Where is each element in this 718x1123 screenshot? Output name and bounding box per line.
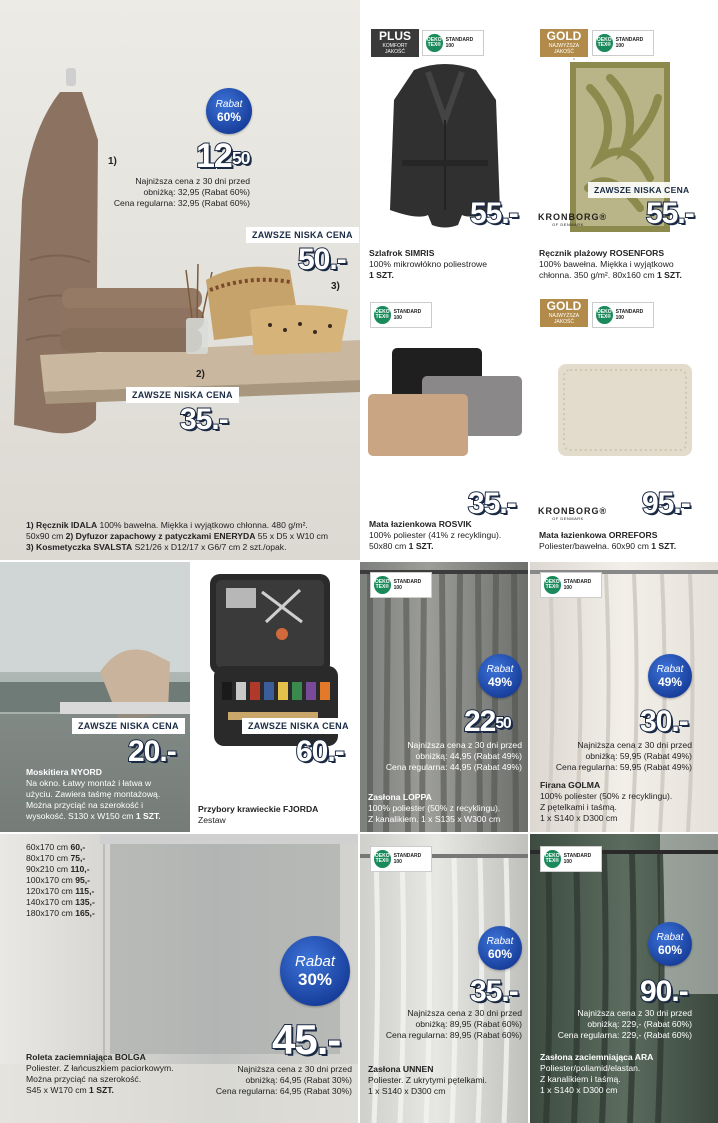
rabat-word: Rabat <box>486 663 514 675</box>
robe-panel <box>362 0 528 290</box>
size-price: 115,- <box>75 886 95 896</box>
brand-name: KRONBORG® <box>538 212 608 222</box>
kronborg-logo <box>538 506 608 521</box>
oeko-tex-label: STANDARD 100 <box>445 37 474 49</box>
product-desc-2 <box>539 270 715 281</box>
size: 80x170 cm <box>26 853 71 863</box>
towel-index-1: 1) <box>108 156 117 167</box>
product-desc-3: 1 x S140 x D300 cm <box>540 813 618 823</box>
mat-rosvik-panel <box>362 292 528 560</box>
mat-orrefors-price: 95.- <box>642 487 690 520</box>
gold-quality-badge <box>539 28 589 58</box>
size-price: 165,- <box>75 908 95 918</box>
unnen-price: 35.- <box>470 975 518 1008</box>
size-row-6 <box>26 908 166 919</box>
size-row-0 <box>26 842 166 853</box>
towel-desc-1 <box>26 520 356 531</box>
ara-description <box>540 1052 716 1096</box>
lowest-line-2: obniżką: 32,95 (Rabat 60%) <box>143 187 250 197</box>
badge-sub-1: NAJWYŻSZA <box>548 43 580 49</box>
regular-price: Cena regularna: 32,95 (Rabat 60%) <box>113 198 250 208</box>
lowest-line-1: Najniższa cena z 30 dni przed <box>237 1064 352 1074</box>
product-name: 2) Dyfuzor zapachowy z patyczkami ENERYDA <box>65 531 256 541</box>
oeko-tex-icon: OEKO TEX® <box>596 34 613 52</box>
unnen-lowest-price-note <box>364 1008 522 1041</box>
lowest-line-2: obniżką: 59,95 (Rabat 49%) <box>585 751 692 761</box>
oeko-tex-label: STANDARD 100 <box>563 853 592 865</box>
ara-lowest-price-note <box>534 1008 692 1041</box>
regular-price: Cena regularna: 59,95 (Rabat 49%) <box>555 762 692 772</box>
lowest-line-1: Najniższa cena z 30 dni przed <box>577 1008 692 1018</box>
product-desc-2: Z kanalikiem. 1 x S135 x W300 cm <box>368 814 501 824</box>
product-qty: 1 SZT. <box>408 541 434 551</box>
rabat-value: 60% <box>657 942 683 957</box>
robe-description <box>369 248 525 281</box>
always-low-price-badge: ZAWSZE NISKA CENA <box>72 718 185 734</box>
product-desc-2: 1 x S140 x D300 cm <box>368 1086 446 1096</box>
towel-lowest-price-note <box>100 176 250 209</box>
size: 120x170 cm <box>26 886 76 896</box>
product-title: Mata łazienkowa ORREFORS <box>539 530 658 540</box>
size-row-4 <box>26 886 166 897</box>
regular-price: Cena regularna: 229,- (Rabat 60%) <box>557 1030 692 1040</box>
oeko-tex-label: STANDARD 100 <box>393 853 422 865</box>
rabat-word: Rabat <box>656 931 684 943</box>
rabat-word: Rabat <box>486 935 514 947</box>
mosquito-net-price: 20.- <box>128 735 176 768</box>
sewing-kit-panel <box>192 562 358 832</box>
mosquito-net-panel <box>0 562 190 832</box>
bath-mats-illustration <box>362 344 528 504</box>
always-low-price-badge: ZAWSZE NISKA CENA <box>588 182 695 198</box>
rabat-word: Rabat <box>656 663 684 675</box>
product-desc-1: Poliester. Z łańcuszkiem paciorkowym. <box>26 1063 174 1073</box>
product-desc: 100% bawełna. Miękka i wyjątkowo <box>539 259 674 269</box>
product-size: S45 x W170 cm <box>26 1085 90 1095</box>
towel-desc-2 <box>26 531 356 542</box>
product-title: Szlafrok SIMRIS <box>369 248 435 258</box>
size: 180x170 cm <box>26 908 76 918</box>
product-qty: 1 SZT. <box>135 811 161 821</box>
oeko-tex-badge <box>370 846 432 872</box>
oeko-tex-badge <box>540 572 602 598</box>
robe-price: 55.- <box>470 197 518 230</box>
product-desc-2: Można przyciąć na szerokość. <box>26 1074 142 1084</box>
rabat-value: 49% <box>487 674 513 689</box>
size-row-1 <box>26 853 166 864</box>
ara-price: 90.- <box>640 975 688 1008</box>
rabat-value: 60% <box>487 946 513 961</box>
price-main: 12 <box>196 137 232 175</box>
product-desc: 55 x D5 x W10 cm <box>255 531 328 541</box>
beach-towel-description <box>539 248 715 281</box>
price-cents: 50 <box>495 714 511 732</box>
badge-sub-1: NAJWYŻSZA <box>548 313 580 319</box>
regular-price: Cena regularna: 89,95 (Rabat 60%) <box>385 1030 522 1040</box>
badge-sub-2: JAKOŚĆ <box>384 49 405 55</box>
sewing-kit-price: 60.- <box>296 735 344 768</box>
oeko-tex-icon: OEKO TEX® <box>596 306 613 324</box>
oeko-tex-icon: OEKO TEX® <box>374 306 391 324</box>
lowest-line-2: obniżką: 89,95 (Rabat 60%) <box>415 1019 522 1029</box>
towel-descriptions <box>26 520 356 553</box>
product-title: Ręcznik plażowy ROSENFORS <box>539 248 665 258</box>
product-desc-1: 100% poliester (50% z recyklingu). <box>368 803 501 813</box>
rabat-value: 49% <box>657 674 683 689</box>
oeko-tex-icon: OEKO TEX® <box>426 34 443 52</box>
towel-hero-illustration <box>0 0 360 560</box>
ara-rabat-badge <box>648 922 692 966</box>
badge-title: GOLD <box>546 29 582 43</box>
oeko-tex-icon: OEKO TEX® <box>374 576 391 594</box>
towel-index-3: 3) <box>331 281 340 292</box>
towel-desc-3 <box>26 542 356 553</box>
towel-hero-panel <box>0 0 360 560</box>
product-desc-3: 1 x S140 x D300 cm <box>540 1085 618 1095</box>
oeko-tex-badge <box>592 30 654 56</box>
loppa-lowest-price-note <box>366 740 522 773</box>
oeko-tex-label: STANDARD 100 <box>615 309 644 321</box>
gold-quality-badge <box>539 298 589 328</box>
golma-rabat-badge <box>648 654 692 698</box>
unnen-rabat-badge <box>478 926 522 970</box>
mat-orrefors-description <box>539 530 715 552</box>
diffuser-price: 35.- <box>180 403 228 436</box>
always-low-price-badge: ZAWSZE NISKA CENA <box>242 718 355 734</box>
product-size: 50x80 cm <box>369 541 409 551</box>
size: 100x170 cm <box>26 875 76 885</box>
size-row-3 <box>26 875 166 886</box>
unnen-curtain-panel <box>360 834 528 1123</box>
product-size: 50x90 cm <box>26 531 66 541</box>
product-desc-1: Poliester/poliamid/elastan. <box>540 1063 641 1073</box>
mat-orrefors-panel <box>530 292 718 560</box>
lowest-line-1: Najniższa cena z 30 dni przed <box>407 1008 522 1018</box>
loppa-rabat-badge <box>478 654 522 698</box>
kronborg-logo <box>538 212 608 227</box>
product-desc-3 <box>26 1085 196 1096</box>
oeko-tex-icon: OEKO TEX® <box>544 576 561 594</box>
beach-towel-price: 55.- <box>646 197 694 230</box>
product-desc: 100% bawełna. Miękka i wyjątkowo chłonna. 480 g/m². <box>97 520 308 530</box>
brand-sub: OF DENMARK <box>552 516 584 521</box>
golma-description <box>540 780 716 824</box>
rabat-value: 30% <box>297 969 333 989</box>
product-qty: 1 SZT. <box>369 270 394 280</box>
product-name: 3) Kosmetyczka SVALSTA <box>26 542 133 552</box>
product-title: Zasłona LOPPA <box>368 792 432 802</box>
towel-price-1 <box>196 138 250 174</box>
oeko-tex-label: STANDARD 100 <box>563 579 592 591</box>
product-name: 1) Ręcznik IDALA <box>26 520 98 530</box>
product-desc-4 <box>26 811 186 822</box>
bolga-rabat-badge <box>280 936 350 1006</box>
product-title: Roleta zaciemniająca BOLGA <box>26 1052 146 1062</box>
regular-price: Cena regularna: 44,95 (Rabat 49%) <box>385 762 522 772</box>
unnen-description <box>368 1064 526 1097</box>
rabat-word: Rabat <box>215 98 243 110</box>
oeko-tex-badge <box>422 30 484 56</box>
mosquito-net-description <box>26 767 186 822</box>
oeko-tex-badge <box>592 302 654 328</box>
golma-lowest-price-note <box>534 740 692 773</box>
lowest-line-2: obniżką: 229,- (Rabat 60%) <box>587 1019 692 1029</box>
plus-comfort-badge <box>370 28 420 58</box>
product-desc: 100% mikrowłókno poliestrowe <box>369 259 487 269</box>
product-desc: S21/26 x D12/17 x G6/7 cm 2 szt./opak. <box>132 542 287 552</box>
regular-price: Cena regularna: 64,95 (Rabat 30%) <box>215 1086 352 1096</box>
ara-curtain-panel <box>530 834 718 1123</box>
oeko-tex-icon: OEKO TEX® <box>374 850 391 868</box>
product-desc-2 <box>369 541 525 552</box>
product-qty: 1 SZT. <box>657 270 682 280</box>
size-price: 95,- <box>75 875 91 885</box>
badge-sub-1: KOMFORT <box>382 43 408 49</box>
size-row-2 <box>26 864 166 875</box>
product-desc: 100% poliester (41% z recyklingu). <box>369 530 502 540</box>
brand-sub: OF DENMARK <box>552 222 584 227</box>
always-low-price-badge-3: ZAWSZE NISKA CENA <box>246 227 359 243</box>
product-desc-1: 100% poliester (50% z recyklingu). <box>540 791 673 801</box>
rabat-word: Rabat <box>294 952 336 970</box>
size-row-5 <box>26 897 166 908</box>
product-title: Zasłona UNNEN <box>368 1064 434 1074</box>
size-price: 75,- <box>70 853 86 863</box>
badge-sub-2: JAKOŚĆ <box>553 49 574 55</box>
product-desc-2: Z pętelkami i taśmą. <box>540 802 617 812</box>
product-desc: Zestaw <box>198 815 226 825</box>
lowest-line-1: Najniższa cena z 30 dni przed <box>135 176 250 186</box>
product-desc-1: Poliester. Z ukrytymi pętelkami. <box>368 1075 487 1085</box>
size: 140x170 cm <box>26 897 76 907</box>
oeko-tex-icon: OEKO TEX® <box>544 850 561 868</box>
badge-title: GOLD <box>546 299 582 313</box>
product-title: Firana GOLMA <box>540 780 601 790</box>
sewing-kit-description <box>198 804 358 826</box>
size-price: 60,- <box>70 842 86 852</box>
oeko-tex-label: STANDARD 100 <box>393 309 422 321</box>
product-qty: 1 SZT. <box>89 1085 114 1095</box>
oeko-tex-label: STANDARD 100 <box>615 37 644 49</box>
beach-towel-panel <box>530 0 718 290</box>
oeko-tex-badge <box>370 302 432 328</box>
product-title: Przybory krawieckie FJORDA <box>198 804 319 814</box>
loppa-price <box>464 706 511 738</box>
oeko-tex-label: STANDARD 100 <box>393 579 422 591</box>
product-size: chłonna. 350 g/m². 80x160 cm <box>539 270 657 280</box>
size: 90x210 cm <box>26 864 71 874</box>
size: 60x170 cm <box>26 842 71 852</box>
product-size: wysokość. S130 x W150 cm <box>26 811 136 821</box>
brand-name: KRONBORG® <box>538 506 608 516</box>
product-title: Zasłona zaciemniająca ARA <box>540 1052 654 1062</box>
loppa-curtain-panel <box>360 562 528 832</box>
lowest-line-2: obniżką: 64,95 (Rabat 30%) <box>245 1075 352 1085</box>
towel-rabat-badge <box>206 88 252 134</box>
product-desc-3: Można przyciąć na szerokość i <box>26 800 144 810</box>
lowest-line-1: Najniższa cena z 30 dni przed <box>407 740 522 750</box>
size-price: 110,- <box>70 864 90 874</box>
product-desc-2: użyciu. Zawiera taśmę montażową. <box>26 789 161 799</box>
badge-title: PLUS <box>378 29 411 43</box>
bolga-blind-panel <box>0 834 358 1123</box>
size-price: 135,- <box>75 897 95 907</box>
bolga-size-list <box>26 842 166 919</box>
price-main: 22 <box>464 705 496 738</box>
bolga-description <box>26 1052 196 1096</box>
mat-rosvik-price: 35.- <box>468 487 516 520</box>
product-desc-2: Z kanalikiem i taśmą. <box>540 1074 621 1084</box>
product-title: Mata łazienkowa ROSVIK <box>369 519 472 529</box>
bolga-price: 45.- <box>272 1016 341 1063</box>
rabat-value: 60% <box>216 109 242 124</box>
cosmetic-bag-price: 50.- <box>298 243 346 276</box>
golma-sheer-panel <box>530 562 718 832</box>
bolga-lowest-price-note <box>196 1064 352 1097</box>
mat-rosvik-description <box>369 519 525 552</box>
always-low-price-badge-2: ZAWSZE NISKA CENA <box>126 387 239 403</box>
product-title: Moskitiera NYORD <box>26 767 102 777</box>
product-desc-1: Na okno. Łatwy montaż i łatwa w <box>26 778 152 788</box>
towel-index-2: 2) <box>196 369 205 380</box>
badge-sub-2: JAKOŚĆ <box>553 319 574 325</box>
golma-price: 30.- <box>640 705 688 738</box>
oeko-tex-badge <box>370 572 432 598</box>
lowest-line-2: obniżką: 44,95 (Rabat 49%) <box>415 751 522 761</box>
loppa-description <box>368 792 526 825</box>
product-qty: 1 SZT. <box>651 541 677 551</box>
lowest-line-1: Najniższa cena z 30 dni przed <box>577 740 692 750</box>
product-desc <box>539 541 715 552</box>
oeko-tex-badge <box>540 846 602 872</box>
product-size: Poliester/bawełna. 60x90 cm <box>539 541 652 551</box>
price-cents: 50 <box>231 147 250 168</box>
bath-mat-illustration <box>530 360 718 480</box>
